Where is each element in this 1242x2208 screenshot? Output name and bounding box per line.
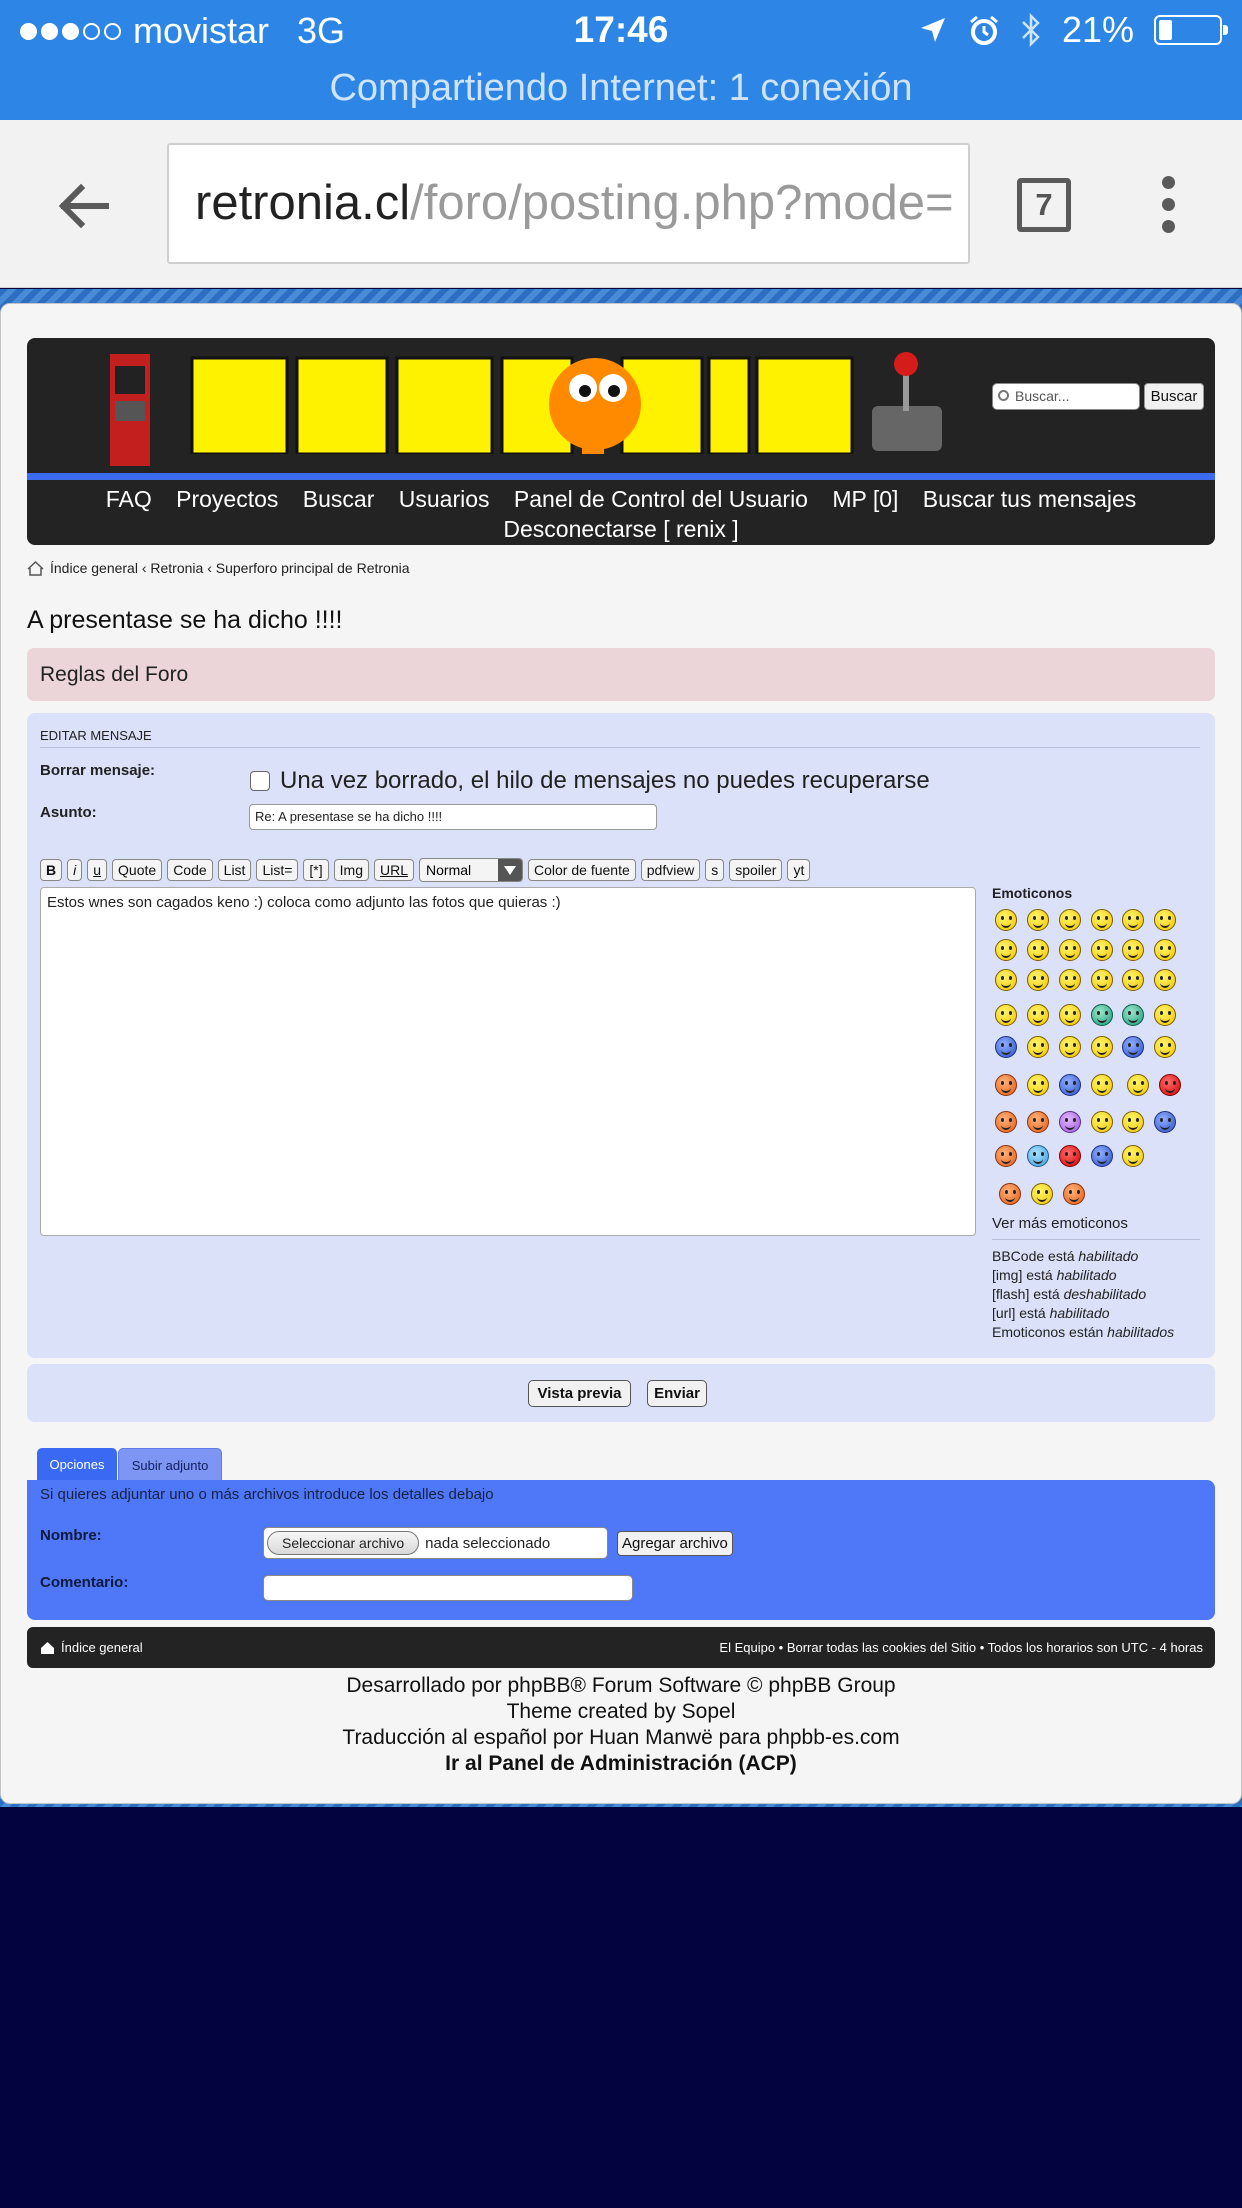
retronia-logo[interactable] [77, 346, 977, 474]
smiley-icon[interactable] [1091, 1074, 1113, 1096]
smiley-icon[interactable] [1059, 909, 1081, 931]
home-icon [40, 1641, 55, 1655]
font-size-select[interactable]: Normal [419, 858, 523, 882]
kebab-menu-icon[interactable] [1162, 176, 1176, 236]
nav-usuarios[interactable]: Usuarios [398, 486, 490, 512]
phpbb-credit[interactable]: Desarrollado por phpBB® Forum Software © phpBB Group [346, 1674, 896, 1697]
list-button[interactable]: List [218, 859, 252, 881]
smiley-icon[interactable] [1027, 1111, 1049, 1133]
smiley-icon[interactable] [1122, 1004, 1144, 1026]
smiley-icon[interactable] [1122, 909, 1144, 931]
smiley-icon[interactable] [1027, 969, 1049, 991]
img-button[interactable]: Img [334, 859, 369, 881]
smiley-icon[interactable] [1122, 1111, 1144, 1133]
smiley-icon[interactable] [995, 1004, 1017, 1026]
smiley-icon[interactable] [1091, 1004, 1113, 1026]
smiley-icon[interactable] [1122, 969, 1144, 991]
ios-status-bar [0, 0, 1242, 60]
smiley-icon[interactable] [995, 1074, 1017, 1096]
submit-actions [27, 1364, 1215, 1422]
address-bar[interactable] [167, 143, 970, 264]
bluetooth-icon [1020, 12, 1042, 48]
credits [0, 1673, 1242, 1777]
nav-logout[interactable]: Desconectarse [ renix ] [503, 516, 739, 542]
posting-options-status [992, 1239, 1200, 1342]
smiley-icon[interactable] [1027, 909, 1049, 931]
smiley-icon[interactable] [1154, 909, 1176, 931]
battery-icon [1154, 15, 1222, 45]
url-path: /foro/posting.php?mode= [410, 176, 954, 230]
panel-title: EDITAR MENSAJE [40, 728, 1200, 748]
smiley-icon[interactable] [1059, 969, 1081, 991]
battery-percent: 21% [1061, 9, 1134, 50]
network-type: 3G [297, 10, 346, 51]
emoticons-status: Emoticonos están habilitados [992, 1324, 1175, 1340]
smiley-icon[interactable] [1091, 969, 1113, 991]
smiley-icon[interactable] [1059, 1111, 1081, 1133]
italic-button[interactable]: i [67, 859, 82, 881]
carrier-name: movistar [133, 10, 270, 51]
file-input[interactable] [263, 1527, 608, 1559]
smiley-icon[interactable] [1122, 1145, 1144, 1167]
smiley-icon[interactable] [1059, 939, 1081, 961]
font-color-button[interactable]: Color de fuente [528, 859, 636, 881]
url-button[interactable]: URL [374, 859, 414, 881]
nav-search-own-posts[interactable]: Buscar tus mensajes [922, 486, 1137, 512]
footer-bar [27, 1627, 1215, 1668]
tab-upload-attachment[interactable]: Subir adjunto [118, 1448, 222, 1481]
submit-button[interactable]: Enviar [647, 1380, 707, 1407]
more-emoticons-link[interactable]: Ver más emoticonos [992, 1215, 1128, 1232]
smiley-icon[interactable] [1027, 1004, 1049, 1026]
smiley-icon[interactable] [1154, 939, 1176, 961]
smiley-icon[interactable] [1154, 1004, 1176, 1026]
smiley-icon[interactable] [1059, 1145, 1081, 1167]
comment-input[interactable] [263, 1575, 633, 1601]
home-icon [27, 561, 44, 576]
smiley-icon[interactable] [995, 1036, 1017, 1058]
strike-button[interactable]: s [705, 859, 724, 881]
smiley-icon[interactable] [1091, 939, 1113, 961]
smiley-icon[interactable] [1091, 1111, 1113, 1133]
smiley-icon[interactable] [995, 1111, 1017, 1133]
smiley-icon[interactable] [1122, 939, 1144, 961]
youtube-button[interactable]: yt [787, 859, 810, 881]
subject-input[interactable]: Re: A presentase se ha dicho !!!! [249, 804, 657, 830]
nav-buscar[interactable]: Buscar [302, 486, 375, 512]
pdfview-button[interactable]: pdfview [641, 859, 700, 881]
attachment-note: Si quieres adjuntar uno o más archivos introduce los detalles debajo [40, 1486, 494, 1503]
bbcode-toolbar [40, 858, 810, 882]
alarm-icon [968, 14, 1000, 46]
main-nav [27, 473, 1215, 545]
smiley-icon[interactable] [1154, 1036, 1176, 1058]
chevron-down-icon [498, 859, 522, 881]
smiley-icon[interactable] [995, 939, 1017, 961]
search-input[interactable]: Buscar... [992, 383, 1140, 410]
smiley-icon[interactable] [1027, 1145, 1049, 1167]
translation-credit[interactable]: Traducción al español por Huan Manwë para phpbb-es.com [342, 1726, 900, 1749]
ordered-list-button[interactable]: List= [256, 859, 298, 881]
underline-button[interactable]: u [87, 859, 107, 881]
smiley-icon[interactable] [995, 1145, 1017, 1167]
img-status: [img] está habilitado [992, 1267, 1117, 1283]
smiley-icon[interactable] [995, 909, 1017, 931]
message-textarea[interactable]: Estos wnes son cagados keno :) coloca como adjunto las fotos que quieras :) [40, 887, 976, 1236]
smiley-icon[interactable] [1091, 1036, 1113, 1058]
smiley-icon[interactable] [1027, 1074, 1049, 1096]
footer-index[interactable]: Índice general [40, 1627, 143, 1668]
subject-label: Asunto: [40, 804, 97, 821]
smiley-icon[interactable] [1059, 1074, 1081, 1096]
comment-label: Comentario: [40, 1574, 129, 1591]
smiley-icon[interactable] [1091, 909, 1113, 931]
smiley-icon[interactable] [1127, 1074, 1149, 1096]
smiley-icon[interactable] [1031, 1183, 1053, 1205]
delete-checkbox[interactable] [250, 771, 270, 791]
tabs-icon[interactable]: 7 [1017, 178, 1071, 232]
search-icon [998, 390, 1009, 401]
emoticons-title: Emoticonos [992, 885, 1073, 901]
footer-links[interactable]: El Equipo • Borrar todas las cookies del Sitio • Todos los horarios son UTC - 4 horas [719, 1640, 1203, 1655]
search-button[interactable]: Buscar [1144, 383, 1204, 410]
hotspot-banner[interactable]: Compartiendo Internet: 1 conexión [0, 60, 1242, 120]
acp-link[interactable]: Ir al Panel de Administración (ACP) [445, 1752, 797, 1775]
theme-credit: Theme created by Sopel [506, 1700, 736, 1723]
nav-faq[interactable]: FAQ [105, 486, 152, 512]
smiley-icon[interactable] [1027, 1036, 1049, 1058]
delete-checkbox-row[interactable] [250, 767, 930, 795]
preview-button[interactable]: Vista previa [528, 1380, 631, 1407]
url-status: [url] está habilitado [992, 1305, 1110, 1321]
topic-title[interactable]: A presentase se ha dicho !!!! [27, 606, 343, 634]
edit-message-panel [27, 713, 1215, 1358]
choose-file-button[interactable]: Seleccionar archivo [267, 1531, 419, 1555]
location-arrow-icon [918, 15, 948, 45]
nav-private-messages[interactable]: MP [0] [832, 486, 899, 512]
smiley-icon[interactable] [1059, 1004, 1081, 1026]
url-host: retronia.cl [195, 176, 411, 230]
code-button[interactable]: Code [167, 859, 212, 881]
delete-label: Borrar mensaje: [40, 762, 156, 779]
smiley-icon[interactable] [1154, 969, 1176, 991]
smiley-icon[interactable] [1154, 1111, 1176, 1133]
smiley-icon[interactable] [1159, 1074, 1181, 1096]
bbcode-status: BBCode está habilitado [992, 1248, 1139, 1264]
smiley-icon[interactable] [1027, 939, 1049, 961]
smiley-icon[interactable] [1122, 1036, 1144, 1058]
attachment-panel [27, 1480, 1215, 1620]
clock: 17:46 [573, 9, 669, 50]
quote-button[interactable]: Quote [112, 859, 162, 881]
forum-rules-box: Reglas del Foro [27, 648, 1215, 701]
smiley-icon[interactable] [995, 969, 1017, 991]
flash-status: [flash] está deshabilitado [992, 1286, 1147, 1302]
smiley-icon[interactable] [999, 1183, 1021, 1205]
nav-proyectos[interactable]: Proyectos [176, 486, 279, 512]
spoiler-button[interactable]: spoiler [729, 859, 782, 881]
browser-toolbar [0, 120, 1242, 288]
breadcrumb-path[interactable]: Índice general ‹ Retronia ‹ Superforo principal de Retronia [50, 560, 410, 576]
smiley-icon[interactable] [1063, 1183, 1085, 1205]
add-file-button[interactable]: Agregar archivo [617, 1531, 733, 1556]
nav-control-panel[interactable]: Panel de Control del Usuario [513, 486, 808, 512]
delete-checkbox-text: Una vez borrado, el hilo de mensajes no puedes recuperarse [280, 767, 930, 794]
file-name-label: Nombre: [40, 1527, 102, 1544]
status-icons [918, 9, 1222, 51]
tab-options[interactable]: Opciones [37, 1448, 117, 1481]
bold-button[interactable]: B [40, 859, 62, 881]
back-arrow-icon[interactable] [54, 176, 114, 236]
forum-header [27, 338, 1215, 545]
smiley-icon[interactable] [1059, 1036, 1081, 1058]
smiley-icon[interactable] [1091, 1145, 1113, 1167]
list-item-button[interactable]: [*] [303, 859, 328, 881]
no-file-text: nada seleccionado [425, 1534, 551, 1552]
breadcrumb [27, 560, 410, 576]
